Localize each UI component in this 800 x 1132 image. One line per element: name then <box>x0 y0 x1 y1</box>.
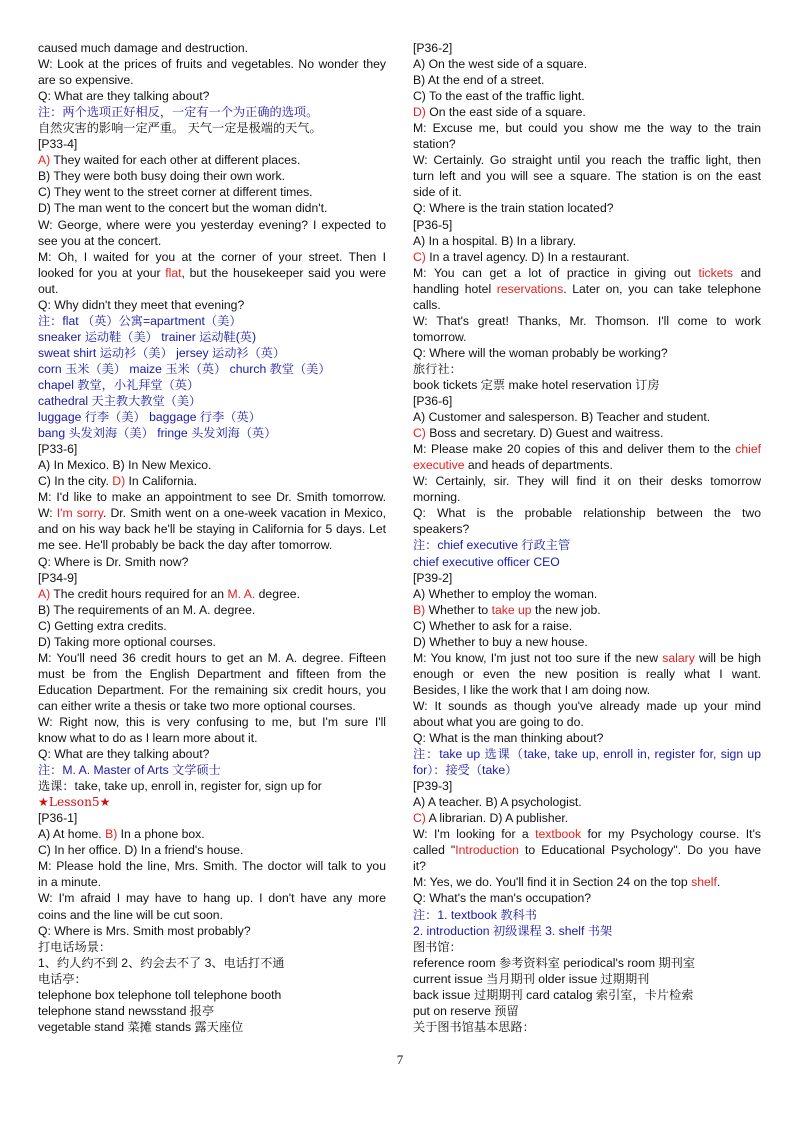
line-text: 注：chief executive 行政主管 <box>413 538 571 553</box>
highlight-text: salary <box>662 650 695 665</box>
text-line <box>413 874 761 890</box>
text-line <box>413 329 761 345</box>
line-text-after: to Educational Psychology". Do you have <box>518 843 761 858</box>
text-line <box>38 1003 386 1019</box>
text-line <box>413 890 761 906</box>
line-text: sneaker 运动鞋（美） trainer 运动鞋(英) <box>38 329 257 344</box>
text-line <box>413 88 761 104</box>
text-line <box>413 666 761 682</box>
line-text: A) At home. <box>38 827 106 842</box>
line-text: looked for you at your <box>38 265 166 280</box>
line-text: about what you are going to do. <box>413 714 584 729</box>
line-text: C) To the east of the traffic light. <box>413 89 585 104</box>
line-text: [P36-5] <box>413 217 453 232</box>
line-text: M: You know, I'm just not too sure if the new <box>413 650 663 665</box>
line-text: 1、约人约不到 2、约会去不了 3、电话打不通 <box>38 955 285 970</box>
text-line <box>38 168 386 184</box>
text-line <box>413 907 761 923</box>
line-text-after: , but the housekeeper said you were <box>181 265 387 280</box>
line-text: Q: Where is Mrs. Smith most probably? <box>38 923 251 938</box>
line-text: turn left and you will see a square. The station is on the east <box>413 169 761 184</box>
highlight-text: chief <box>735 442 761 457</box>
line-text: Q: What are they talking about? <box>38 89 210 104</box>
highlight-text: take up <box>491 602 532 617</box>
line-text-after: In California. <box>125 474 197 489</box>
text-line <box>38 233 386 249</box>
text-line <box>38 987 386 1003</box>
text-line <box>38 939 386 955</box>
text-line <box>38 104 386 120</box>
line-text: [P39-3] <box>413 779 453 794</box>
line-text: W: <box>38 506 57 521</box>
text-line <box>413 200 761 216</box>
text-line <box>413 72 761 88</box>
text-line <box>413 746 761 762</box>
line-text: for）：接受（take） <box>413 763 518 778</box>
line-text: back issue 过期期刊 card catalog 索引室，卡片检索 <box>413 987 694 1002</box>
text-line <box>38 762 386 778</box>
line-text: chapel 教堂，小礼拜堂（英） <box>38 377 200 392</box>
line-text: cathedral 天主教大教堂（美） <box>38 394 202 409</box>
line-text: Q: Where is the train station located? <box>413 201 614 216</box>
text-line <box>413 634 761 650</box>
line-text-after: degree. <box>255 586 300 601</box>
text-line <box>38 554 386 570</box>
page-number: 7 <box>396 1052 404 1067</box>
text-line <box>38 56 386 72</box>
text-line <box>38 730 386 746</box>
text-line <box>413 586 761 602</box>
line-text: vegetable stand 菜摊 stands 露天座位 <box>38 1019 244 1034</box>
line-text: see you at the concert. <box>38 233 162 248</box>
line-text: current issue 当月期刊 older issue 过期期刊 <box>413 971 650 986</box>
line-text: called " <box>413 843 456 858</box>
text-line <box>38 265 386 281</box>
line-text: M: You can get a lot of practice in giving out <box>413 265 699 280</box>
highlight-text: D) <box>112 474 126 489</box>
line-text: W: George, where were you yesterday evening? I expected to <box>38 217 386 232</box>
text-line <box>38 698 386 714</box>
highlight-text: Introduction <box>455 843 519 858</box>
line-text: W: Right now, this is very confusing to me, but I'm sure I'll <box>38 714 386 729</box>
line-text: Q: What is the probable relationship between the two <box>413 506 761 521</box>
text-line <box>38 907 386 923</box>
line-text: C) In her office. D) In a friend's house. <box>38 843 244 858</box>
text-line <box>38 714 386 730</box>
text-line <box>413 939 761 955</box>
text-line <box>413 56 761 72</box>
text-line <box>413 184 761 200</box>
text-line <box>413 730 761 746</box>
line-text: [P36-6] <box>413 394 453 409</box>
text-line <box>413 313 761 329</box>
text-line <box>38 88 386 104</box>
line-text-after: and heads of departments. <box>464 458 613 473</box>
text-line <box>38 425 386 441</box>
text-line <box>413 810 761 826</box>
highlight-text: B) <box>105 827 118 842</box>
text-line <box>413 682 761 698</box>
text-line <box>38 393 386 409</box>
line-text: D) The man went to the concert but the woman didn't. <box>38 201 328 216</box>
line-text: 注：take up 选课（take, take up, enroll in, register for, sign up <box>413 747 761 762</box>
text-line <box>38 923 386 939</box>
line-text: M: Please hold the line, Mrs. Smith. The doctor will talk to you <box>38 859 386 874</box>
line-text-after: . Later on, you can take telephone <box>563 281 761 296</box>
text-line <box>38 505 386 521</box>
highlight-text: textbook <box>535 827 582 842</box>
text-line <box>413 955 761 971</box>
line-text: B) They were both busy doing their own work. <box>38 169 286 184</box>
line-text: W: It sounds as though you've already made up your mind <box>413 698 761 713</box>
text-line <box>38 345 386 361</box>
highlight-text: shelf <box>691 875 717 890</box>
text-line <box>413 409 761 425</box>
line-text: Besides, I like the work that I am doing now. <box>413 682 651 697</box>
line-text-after: . <box>716 875 721 890</box>
answer-letter: C) <box>413 426 426 441</box>
text-line <box>413 217 761 233</box>
text-line <box>413 1019 761 1035</box>
answer-letter: D) <box>413 105 426 120</box>
line-text: Whether to <box>425 602 492 617</box>
line-text: handling hotel <box>413 281 497 296</box>
text-line <box>38 858 386 874</box>
text-line <box>413 618 761 634</box>
text-line <box>413 570 761 586</box>
line-text: [P34-9] <box>38 570 78 585</box>
answer-letter: A) <box>38 153 51 168</box>
text-line <box>413 40 761 56</box>
line-text: luggage 行李（美） baggage 行李（英） <box>38 410 261 425</box>
text-line <box>38 650 386 666</box>
text-line <box>38 249 386 265</box>
text-line <box>38 409 386 425</box>
line-text: On the east side of a square. <box>425 105 586 120</box>
text-line <box>413 762 761 778</box>
line-text: A) Customer and salesperson. B) Teacher and student. <box>413 410 711 425</box>
text-line <box>38 570 386 586</box>
line-text: W: That's great! Thanks, Mr. Thomson. I'll come to work <box>413 313 761 328</box>
highlight-text: M. A. <box>227 586 256 601</box>
line-text: 关于图书馆基本思路： <box>413 1019 535 1034</box>
text-line <box>413 441 761 457</box>
text-line <box>38 200 386 216</box>
text-line <box>38 1019 386 1035</box>
text-line <box>38 537 386 553</box>
text-line <box>413 361 761 377</box>
line-text-after: In a phone box. <box>117 827 205 842</box>
line-text: W: Certainly, sir. They will find it on their desks tomorrow <box>413 474 761 489</box>
line-text: Q: Where is Dr. Smith now? <box>38 554 189 569</box>
text-line <box>38 377 386 393</box>
text-line <box>38 666 386 682</box>
line-text: A) In a hospital. B) In a library. <box>413 233 577 248</box>
line-text-after: the new job. <box>531 602 601 617</box>
answer-letter: A) <box>38 586 51 601</box>
line-text: In a travel agency. D) In a restaurant. <box>425 249 630 264</box>
highlight-text: reservations <box>496 281 564 296</box>
line-text: 2. introduction 初级课程 3. shelf 书架 <box>413 923 613 938</box>
line-text: D) Whether to buy a new house. <box>413 634 588 649</box>
highlight-text: executive <box>413 458 465 473</box>
text-line <box>38 152 386 168</box>
text-line <box>38 586 386 602</box>
line-text: calls. <box>413 297 441 312</box>
line-text: sweat shirt 运动衫（美） jersey 运动衫（英） <box>38 345 286 360</box>
line-text: corn 玉米（美） maize 玉米（英） church 教堂（美） <box>38 361 331 376</box>
text-line <box>38 890 386 906</box>
line-text-after: . Dr. Smith went on a one-week vacation in Mexico, <box>102 506 386 521</box>
text-line <box>38 281 386 297</box>
line-text: coins and the line will be cut soon. <box>38 907 223 922</box>
text-line <box>38 457 386 473</box>
line-text: Q: What are they talking about? <box>38 747 210 762</box>
text-line <box>413 650 761 666</box>
text-line <box>413 602 761 618</box>
text-line <box>38 794 386 810</box>
line-text: W: I'm looking for a <box>413 827 536 842</box>
line-text: put on reserve 预留 <box>413 1003 519 1018</box>
line-text: Education Department. For the remaining six credit hours, you <box>38 682 386 697</box>
line-text: B) At the end of a street. <box>413 73 545 88</box>
right-column <box>413 40 761 1035</box>
highlight-text: tickets <box>698 265 733 280</box>
line-text: reference room 参考资料室 periodical's room 期刊室 <box>413 955 696 970</box>
line-text: M: Oh, I waited for you at the corner of your street. Then I <box>38 249 386 264</box>
text-line <box>413 168 761 184</box>
line-text: M: Yes, we do. You'll find it in Section 24 on the top <box>413 875 692 890</box>
text-line <box>413 249 761 265</box>
line-text: [P36-2] <box>413 41 453 55</box>
text-line <box>38 489 386 505</box>
line-text: [P39-2] <box>413 570 453 585</box>
line-text: [P33-4] <box>38 137 78 152</box>
line-text: are so expensive. <box>38 73 134 88</box>
text-line <box>38 634 386 650</box>
text-line <box>413 971 761 987</box>
text-line <box>413 345 761 361</box>
text-line <box>38 746 386 762</box>
text-line <box>413 152 761 168</box>
text-line <box>38 136 386 152</box>
text-line <box>413 377 761 393</box>
text-line <box>413 858 761 874</box>
text-line <box>413 521 761 537</box>
line-text: know what to do as I learn more about it. <box>38 731 258 746</box>
text-line <box>413 505 761 521</box>
line-text: me see. He'll probably be back the day after tomorrow. <box>38 538 333 553</box>
line-text: Boss and secretary. D) Guest and waitress. <box>425 426 664 441</box>
line-text: Q: What's the man's occupation? <box>413 891 592 906</box>
text-line <box>38 521 386 537</box>
line-text: A) On the west side of a square. <box>413 57 588 72</box>
text-line <box>413 794 761 810</box>
line-text: A) A teacher. B) A psychologist. <box>413 795 582 810</box>
text-line <box>413 104 761 120</box>
line-text: B) The requirements of an M. A. degree. <box>38 602 256 617</box>
text-line <box>413 1003 761 1019</box>
line-text: M: I'd like to make an appointment to see Dr. Smith tomorrow. <box>38 490 386 505</box>
line-text: caused much damage and destruction. <box>38 41 249 55</box>
text-line <box>38 441 386 457</box>
line-text: morning. <box>413 490 461 505</box>
text-line <box>413 698 761 714</box>
line-text: 注：M. A. Master of Arts 文学硕士 <box>38 763 221 778</box>
text-line <box>38 955 386 971</box>
text-line <box>413 554 761 570</box>
text-line <box>413 393 761 409</box>
line-text: can either write a thesis or take two more optional courses. <box>38 698 356 713</box>
text-line <box>413 425 761 441</box>
line-text: 注：两个选项正好相反，一定有一个为正确的选项。 <box>38 105 319 120</box>
line-text: Q: Why didn't they meet that evening? <box>38 297 245 312</box>
line-text: bang 头发刘海（美） fringe 头发刘海（英） <box>38 426 277 441</box>
text-line <box>38 329 386 345</box>
text-line <box>38 40 386 56</box>
line-text: telephone box telephone toll telephone booth <box>38 987 282 1002</box>
line-text: ★Lesson5★ <box>38 795 111 810</box>
line-text: C) Whether to ask for a raise. <box>413 618 573 633</box>
text-line <box>38 297 386 313</box>
line-text-after: will be high <box>694 650 761 665</box>
line-text: W: I'm afraid I may have to hang up. I don't have any more <box>38 891 386 906</box>
line-text: C) In the city. <box>38 474 113 489</box>
line-text: 图书馆： <box>413 939 462 954</box>
line-text: [P33-6] <box>38 442 78 457</box>
line-text: it? <box>413 859 426 874</box>
answer-letter: B) <box>413 602 426 617</box>
line-text: must be from the English Department and fifteen from the <box>38 666 386 681</box>
text-line <box>413 233 761 249</box>
left-column <box>38 40 386 1035</box>
line-text: enough or even the new position is really what I want. <box>413 666 761 681</box>
line-text: M: Please make 20 copies of this and deliver them to the <box>413 442 736 457</box>
line-text: Q: What is the man thinking about? <box>413 731 604 746</box>
line-text: 选课：take, take up, enroll in, register for, sign up for <box>38 779 322 794</box>
text-line <box>413 281 761 297</box>
text-line <box>38 810 386 826</box>
line-text: C) They went to the street corner at different times. <box>38 185 313 200</box>
answer-letter: C) <box>413 249 426 264</box>
line-text: W: Certainly. Go straight until you reach the traffic light, then <box>413 153 761 168</box>
line-text: M: You'll need 36 credit hours to get an M. A. degree. Fifteen <box>38 650 386 665</box>
text-line <box>38 361 386 377</box>
text-line <box>413 120 761 136</box>
text-line <box>413 265 761 281</box>
line-text: 打电话场景： <box>38 939 112 954</box>
text-line <box>38 602 386 618</box>
text-line <box>413 489 761 505</box>
line-text: station? <box>413 137 456 152</box>
text-line <box>38 618 386 634</box>
text-line <box>413 537 761 553</box>
line-text: book tickets 定票 make hotel reservation 订房 <box>413 377 660 392</box>
line-text: D) Taking more optional courses. <box>38 634 216 649</box>
line-text: telephone stand newsstand 报亭 <box>38 1003 215 1018</box>
text-line <box>413 923 761 939</box>
text-line <box>413 987 761 1003</box>
line-text: speakers? <box>413 522 470 537</box>
line-text: and on his way back he'll be staying in California for 5 days. Let <box>38 522 386 537</box>
line-text: W: Look at the prices of fruits and vegetables. No wonder they <box>38 57 386 72</box>
text-line <box>413 297 761 313</box>
line-text: M: Excuse me, but could you show me the way to the train <box>413 121 761 136</box>
line-text: A librarian. D) A publisher. <box>425 811 569 826</box>
line-text: The credit hours required for an <box>50 586 228 601</box>
line-text: tomorrow. <box>413 329 467 344</box>
line-text: They waited for each other at different places. <box>50 153 301 168</box>
line-text: 自然灾害的影响一定严重。 天气一定是极端的天气。 <box>38 121 322 136</box>
line-text: 注：flat （英）公寓=apartment（美） <box>38 313 242 328</box>
line-text-after: for my Psychology course. It's <box>581 827 761 842</box>
line-text: chief executive officer CEO <box>413 554 560 569</box>
line-text-after: and <box>733 265 761 280</box>
line-text: A) In Mexico. B) In New Mexico. <box>38 458 212 473</box>
text-line <box>413 457 761 473</box>
text-line <box>413 136 761 152</box>
line-text: [P36-1] <box>38 811 78 826</box>
text-line <box>38 72 386 88</box>
text-line <box>38 826 386 842</box>
line-text: 电话亭： <box>38 971 87 986</box>
text-line <box>413 842 761 858</box>
text-line <box>38 971 386 987</box>
highlight-text: flat <box>165 265 182 280</box>
text-line <box>38 217 386 233</box>
text-line <box>38 778 386 794</box>
line-text: 旅行社： <box>413 361 462 376</box>
line-text: in a minute. <box>38 875 102 890</box>
text-line <box>38 184 386 200</box>
line-text: C) Getting extra credits. <box>38 618 167 633</box>
text-line <box>413 714 761 730</box>
text-line <box>38 682 386 698</box>
line-text: out. <box>38 281 59 296</box>
line-text: side of it. <box>413 185 462 200</box>
text-line <box>413 826 761 842</box>
answer-letter: C) <box>413 811 426 826</box>
text-line <box>38 120 386 136</box>
text-line <box>38 842 386 858</box>
line-text: A) Whether to employ the woman. <box>413 586 598 601</box>
line-text: Q: Where will the woman probably be working? <box>413 345 668 360</box>
text-line <box>413 473 761 489</box>
text-line <box>38 473 386 489</box>
line-text: 注：1. textbook 教科书 <box>413 907 537 922</box>
text-line <box>38 874 386 890</box>
text-line <box>413 778 761 794</box>
text-line <box>38 313 386 329</box>
highlight-text: I'm sorry <box>56 506 103 521</box>
